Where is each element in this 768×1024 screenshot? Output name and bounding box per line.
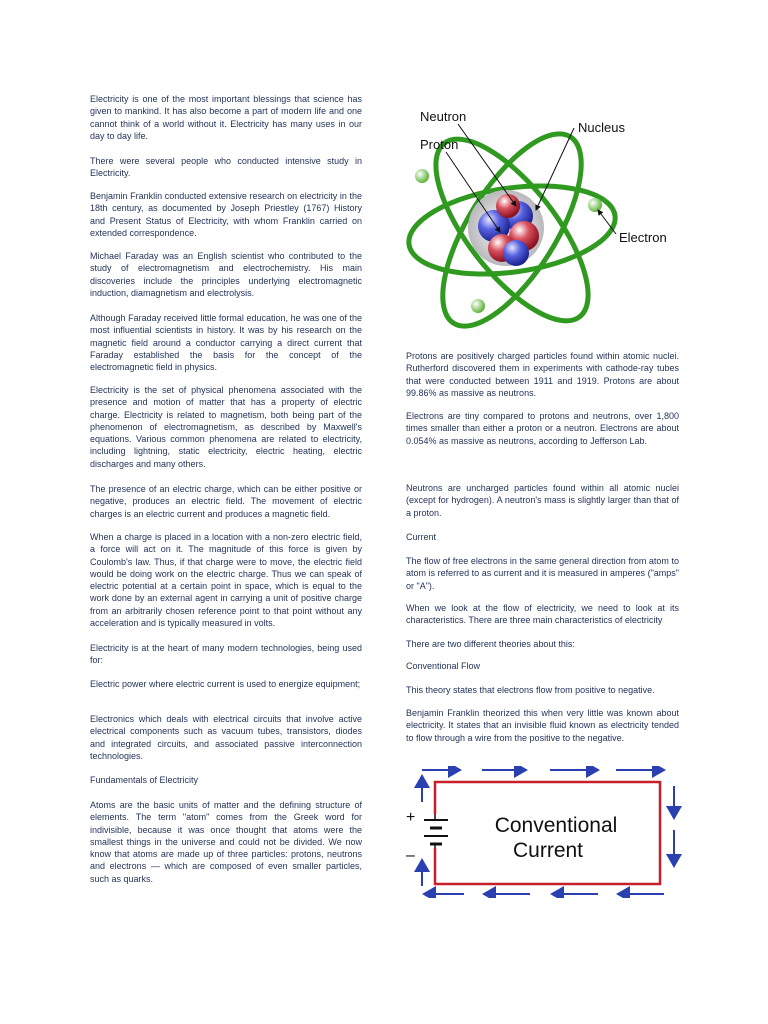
electron-particle	[415, 169, 429, 183]
paragraph: This theory states that electrons flow from positive to negative.	[406, 685, 655, 695]
electron-particle	[471, 299, 485, 313]
proton-particle	[496, 194, 520, 218]
proton-label: Proton	[420, 137, 459, 152]
paragraph: Although Faraday received little formal education, he was one of the most influential scientists in history. It was by his research on the magnetic field around a conductor carrying a direct current that Faraday established the basis for the concept of the electromagnetic field in physics.	[90, 313, 362, 373]
paragraph: Neutrons are uncharged particles found within all atomic nuclei (except for hydrogen). A neutron's mass is slightly larger than that of a proton.	[406, 483, 679, 518]
section-heading: Fundamentals of Electricity	[90, 775, 199, 785]
paragraph: Protons are positively charged particles found within atomic nuclei. Rutherford discovered them in experiments with cathode-ray tubes that were conducted between 1911 and 1919. Protons are about 99.86% as massive as neutrons.	[406, 351, 679, 398]
battery-icon	[424, 814, 448, 848]
paragraph: Electricity is one of the most important blessings that science has given to mankind. It has also become a part of modern life and one cannot think of a world without it. Electricity has many uses in our day to day life.	[90, 94, 362, 141]
conventional-current-diagram	[402, 766, 688, 898]
paragraph: Atoms are the basic units of matter and the defining structure of elements. The term "atom" comes from the Greek word for indivisible, because it was once thought that atoms were the smallest things in the universe and could not be divided. We now know that atoms are made up of three particles: protons, neutrons and electrons — which are composed of even smaller particles, such as quarks.	[90, 800, 362, 884]
paragraph: When a charge is placed in a location with a non-zero electric field, a force will act on it. The magnitude of this force is given by Coulomb's law. Thus, if that charge were to move, the electric field would be doing work on the electric charge. Thus we can speak of electric potential at a certain point in space, which is equal to the work done by an external agent in carrying a unit of positive charge from an arbitrarily chosen reference point to that point without any acceleration and is typically measured in volts.	[90, 532, 362, 629]
paragraph: Michael Faraday was an English scientist who contributed to the study of electromagnetism and electrochemistry. His main discoveries include the principles underlying electromagnetic induction, diamagnetism and electrolysis.	[90, 251, 362, 298]
paragraph: The flow of free electrons in the same general direction from atom to atom is referred to as current and it is measured in amperes ("amps" or "A").	[406, 556, 679, 591]
paragraph: Electrons are tiny compared to protons and neutrons, over 1,800 times smaller than either a proton or a neutron. Electrons are about 0.054% as massive as neutrons, according to Jefferson Lab.	[406, 411, 679, 446]
electron-label: Electron	[619, 230, 667, 245]
paragraph: There are two different theories about this:	[406, 639, 575, 649]
neutron-label: Neutron	[420, 109, 467, 124]
neutron-particle	[503, 240, 529, 266]
section-heading: Conventional Flow	[406, 661, 481, 671]
paragraph: Electricity is the set of physical phenomena associated with the presence and motion of matter that has a property of electric charge. Electricity is related to magnetism, both being part of the phenomenon of electromagnetism, as described by Maxwell's equations. Various common phenomena are related to electricity, including lightning, static electricity, electric heating, electric discharges and many others.	[90, 385, 362, 469]
section-heading: Current	[406, 532, 437, 542]
paragraph: Benjamin Franklin theorized this when very little was known about electricity. It states that an invisible fluid known as electricity tended to flow through a wire from the positive to the negative.	[406, 708, 679, 743]
minus-sign: –	[406, 847, 415, 864]
paragraph: Electricity is at the heart of many modern technologies, being used for:	[90, 643, 362, 666]
paragraph: When we look at the flow of electricity, we need to look at its characteristics. There are three main characteristics of electricity	[406, 603, 679, 626]
plus-sign: +	[406, 809, 416, 826]
nucleus-label: Nucleus	[578, 120, 625, 135]
atom-diagram	[406, 98, 692, 342]
electron-particle	[588, 198, 602, 212]
circuit-title-line2: Current	[512, 839, 584, 862]
paragraph: Benjamin Franklin conducted extensive research on electricity in the 18th century, as documented by Joseph Priestley (1767) History and Present Status of Electricity, with whom Franklin carried on extended correspondence.	[90, 191, 362, 238]
paragraph: There were several people who conducted intensive study in Electricity.	[90, 156, 362, 179]
circuit-title-line1: Conventional	[494, 814, 618, 837]
paragraph: The presence of an electric charge, which can be either positive or negative, produces an electric field. The movement of electric charges is an electric current and produces a magnetic field.	[90, 484, 362, 519]
paragraph: Electronics which deals with electrical circuits that involve active electrical components such as vacuum tubes, transistors, diodes and integrated circuits, and associated passive interconnection technologies.	[90, 714, 362, 761]
paragraph: Electric power where electric current is used to energize equipment;	[90, 679, 361, 689]
